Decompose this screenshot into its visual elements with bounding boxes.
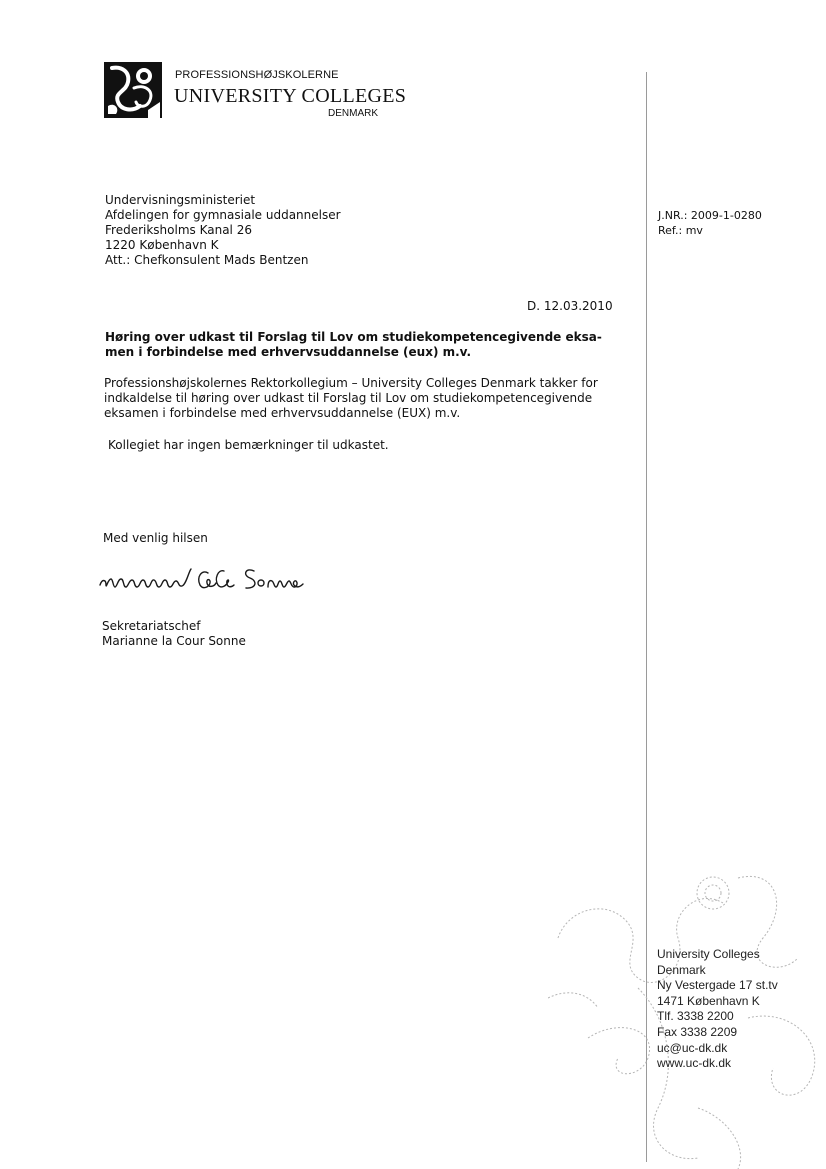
logo-top-line: PROFESSIONSHØJSKOLERNE (175, 69, 339, 81)
paragraph-line: Professionshøjskolernes Rektorkollegium – University Colleges Denmark takker for (104, 376, 598, 390)
footer-website: www.uc-dk.dk (657, 1056, 732, 1071)
footer-fax: Fax 3338 2209 (657, 1024, 738, 1039)
body-paragraph (104, 376, 598, 421)
subject-line: men i forbindelse med erhvervsuddannelse (eux) m.v. (105, 345, 472, 359)
recipient-line: Undervisningsministeriet (105, 193, 256, 207)
paragraph-line: indkaldelse til høring over udkast til Forslag til Lov om studiekompetencegivende (104, 391, 593, 405)
recipient-line: Afdelingen for gymnasiale uddannelser (105, 208, 341, 222)
closing-greeting: Med venlig hilsen (103, 531, 208, 545)
recipient-line: 1220 København K (105, 238, 219, 252)
reference-initials: Ref.: mv (658, 224, 703, 237)
signer-title: Sekretariatschef (102, 619, 201, 633)
sender-address (657, 947, 778, 1072)
footer-street: Ny Vestergade 17 st.tv (657, 978, 778, 993)
reference-block (658, 208, 762, 238)
letter-subject (105, 330, 602, 360)
subject-line: Høring over udkast til Forslag til Lov om studiekompetencegivende eksa- (105, 330, 602, 344)
logo-main-line: UNIVERSITY COLLEGES (174, 85, 407, 107)
footer-email: uc@uc-dk.dk (657, 1040, 728, 1055)
handwritten-signature-icon (96, 563, 306, 601)
signer-block (102, 619, 246, 649)
university-colleges-logo-icon (104, 62, 162, 118)
logo-sub-line: DENMARK (328, 108, 379, 119)
footer-country: Denmark (657, 962, 706, 977)
paragraph-line: eksamen i forbindelse med erhvervsuddannelse (EUX) m.v. (104, 406, 461, 420)
footer-city: 1471 København K (657, 993, 760, 1008)
signer-name: Marianne la Cour Sonne (102, 634, 246, 648)
journal-number: J.NR.: 2009-1-0280 (658, 209, 762, 222)
recipient-line: Att.: Chefkonsulent Mads Bentzen (105, 253, 309, 267)
recipient-address (105, 193, 341, 268)
recipient-line: Frederiksholms Kanal 26 (105, 223, 252, 237)
footer-phone: Tlf. 3338 2200 (657, 1009, 734, 1024)
body-paragraph-short: Kollegiet har ingen bemærkninger til udkastet. (108, 438, 389, 452)
footer-org-name: University Colleges (657, 947, 760, 961)
letter-date: D. 12.03.2010 (527, 299, 613, 313)
